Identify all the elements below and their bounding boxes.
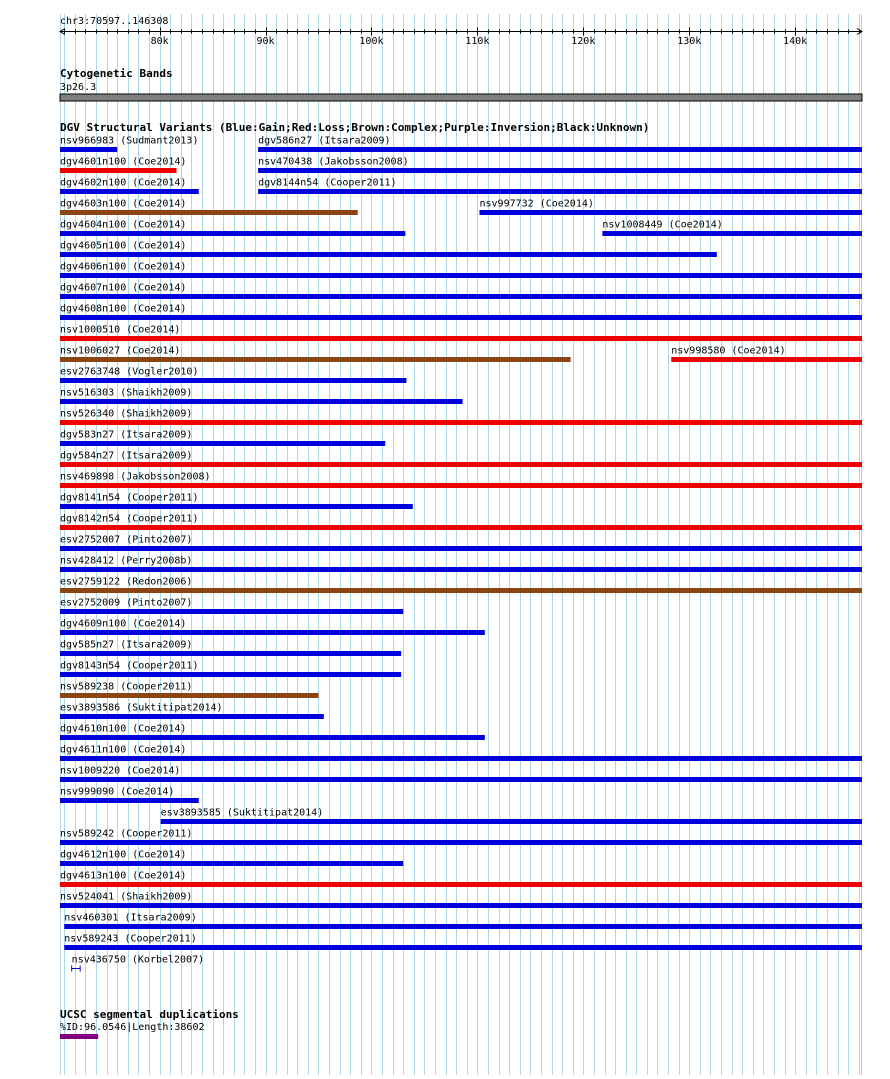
cytogenetic-bands-track: [60, 67, 862, 101]
variant-label: dgv8142n54 (Cooper2011): [60, 513, 199, 525]
variant-bar[interactable]: [60, 609, 403, 614]
ruler-tick-label: 110k: [465, 36, 490, 47]
variant-label: dgv4606n100 (Coe2014): [60, 261, 187, 273]
variant-bar[interactable]: [480, 210, 862, 215]
variant-bar[interactable]: [258, 189, 862, 194]
variant-bar[interactable]: [60, 504, 413, 509]
variant-bar[interactable]: [60, 336, 862, 341]
variant-label: dgv586n27 (Itsara2009): [258, 135, 391, 147]
variant-bar[interactable]: [258, 168, 862, 173]
variant-label: dgv4609n100 (Coe2014): [60, 618, 187, 630]
variant-label: dgv4612n100 (Coe2014): [60, 849, 187, 861]
variant-label: nsv589242 (Cooper2011): [60, 828, 193, 840]
variant-label: nsv436750 (Korbel2007): [71, 954, 205, 966]
variant-bar[interactable]: [60, 483, 862, 488]
variant-label: nsv997732 (Coe2014): [479, 198, 594, 210]
variant-label: dgv4608n100 (Coe2014): [60, 303, 187, 315]
variant-bar[interactable]: [60, 294, 862, 299]
variant-bar[interactable]: [60, 210, 358, 215]
variant-label: nsv460301 (Itsara2009): [64, 912, 197, 924]
ruler-tick-label: 120k: [571, 36, 596, 47]
variant-bar[interactable]: [60, 378, 406, 383]
variant-bar[interactable]: [60, 861, 403, 866]
variant-bar[interactable]: [60, 693, 318, 698]
variant-bar[interactable]: [60, 147, 117, 152]
variant-bar[interactable]: [60, 546, 862, 551]
ruler-tick-label: 90k: [256, 36, 275, 47]
variant-label: dgv4610n100 (Coe2014): [60, 723, 187, 735]
variant-label: dgv4604n100 (Coe2014): [60, 219, 187, 231]
variant-bar[interactable]: [60, 840, 862, 845]
variant-label: esv2752007 (Pinto2007): [60, 534, 193, 546]
variant-bar[interactable]: [60, 399, 463, 404]
variant-label: dgv8141n54 (Cooper2011): [60, 492, 199, 504]
variant-label: nsv428412 (Perry2008b): [60, 555, 193, 567]
ruler-tick-label: 140k: [783, 36, 808, 47]
ruler-tick-label: 130k: [677, 36, 702, 47]
variant-label: nsv469898 (Jakobsson2008): [60, 471, 211, 483]
variant-bar[interactable]: [60, 735, 485, 740]
segdup-bar[interactable]: [60, 1034, 98, 1039]
variant-label: esv3893585 (Suktitipat2014): [160, 807, 324, 819]
variant-bar[interactable]: [60, 882, 862, 887]
variant-label: dgv4607n100 (Coe2014): [60, 282, 187, 294]
variant-label: dgv4605n100 (Coe2014): [60, 240, 187, 252]
variant-bar[interactable]: [60, 168, 177, 173]
segdup-track-title: UCSC segmental duplications: [60, 1008, 239, 1021]
variant-label: nsv589243 (Cooper2011): [64, 933, 197, 945]
variant-bar[interactable]: [60, 651, 401, 656]
variant-bar[interactable]: [64, 924, 862, 929]
variant-bar[interactable]: [60, 630, 485, 635]
variant-bar[interactable]: [60, 525, 862, 530]
variant-label: nsv524041 (Shaikh2009): [60, 891, 193, 903]
variant-label: nsv516303 (Shaikh2009): [60, 387, 193, 399]
variant-bar[interactable]: [161, 819, 862, 824]
variant-label: dgv583n27 (Itsara2009): [60, 429, 193, 441]
cytoband-track-title: Cytogenetic Bands: [60, 67, 173, 80]
variant-bar[interactable]: [258, 147, 862, 152]
variant-label: esv2763748 (Vogler2010): [60, 366, 199, 378]
variant-bar[interactable]: [602, 231, 862, 236]
variant-label: nsv470438 (Jakobsson2008): [258, 156, 409, 168]
ruler-tick-label: 80k: [150, 36, 169, 47]
variant-bar[interactable]: [60, 273, 862, 278]
variant-bar[interactable]: [60, 714, 324, 719]
variant-bar[interactable]: [60, 462, 862, 467]
variant-label: esv2759122 (Redon2006): [60, 576, 193, 588]
variant-bar[interactable]: [60, 420, 862, 425]
variant-label: nsv1000510 (Coe2014): [60, 324, 181, 336]
variant-bar[interactable]: [60, 777, 862, 782]
variant-label: nsv1008449 (Coe2014): [602, 219, 723, 231]
variant-bar[interactable]: [60, 903, 862, 908]
ruler-tick-label: 100k: [359, 36, 384, 47]
variant-label: dgv4611n100 (Coe2014): [60, 744, 187, 756]
cytoband-label: 3p26.3: [60, 82, 97, 93]
region-coordinates: chr3:70597..146308: [60, 16, 169, 27]
variant-bar[interactable]: [60, 357, 571, 362]
segdup-label: %ID:96.0546|Length:38602: [60, 1022, 205, 1033]
variant-label: nsv526340 (Shaikh2009): [60, 408, 193, 420]
variant-label: dgv8144n54 (Cooper2011): [258, 177, 397, 189]
variant-bar[interactable]: [60, 798, 199, 803]
variant-label: dgv4613n100 (Coe2014): [60, 870, 187, 882]
variant-label: nsv966983 (Sudmant2013): [60, 135, 199, 147]
variant-bar[interactable]: [60, 672, 401, 677]
variant-bar[interactable]: [671, 357, 862, 362]
variant-label: nsv589238 (Cooper2011): [60, 681, 193, 693]
variant-label: dgv4601n100 (Coe2014): [60, 156, 187, 168]
dgv-structural-variants-track: [60, 121, 862, 972]
variant-label: esv2752009 (Pinto2007): [60, 597, 193, 609]
variant-bar[interactable]: [60, 189, 199, 194]
variant-bar[interactable]: [60, 231, 405, 236]
variant-label: nsv998580 (Coe2014): [671, 345, 786, 357]
variant-label: nsv1009220 (Coe2014): [60, 765, 181, 777]
dgv-track-title: DGV Structural Variants (Blue:Gain;Red:Loss;Brown:Complex;Purple:Inversion;Black:Unknown): [60, 121, 650, 134]
variant-bar[interactable]: [60, 567, 862, 572]
variant-label: dgv584n27 (Itsara2009): [60, 450, 193, 462]
variant-label: dgv8143n54 (Cooper2011): [60, 660, 199, 672]
variant-bar[interactable]: [60, 588, 862, 593]
cytoband-bar: [60, 94, 862, 101]
variant-bar[interactable]: [60, 441, 385, 446]
variant-label: nsv999090 (Coe2014): [60, 786, 175, 798]
variant-bar[interactable]: [60, 252, 717, 257]
variant-label: nsv1006027 (Coe2014): [60, 345, 181, 357]
variant-bar[interactable]: [64, 945, 862, 950]
variant-bar[interactable]: [60, 756, 862, 761]
variant-bar[interactable]: [60, 315, 862, 320]
variant-label: dgv4603n100 (Coe2014): [60, 198, 187, 210]
ruler: [60, 16, 862, 47]
variant-label: dgv4602n100 (Coe2014): [60, 177, 187, 189]
variant-label: dgv585n27 (Itsara2009): [60, 639, 193, 651]
variant-label: esv3893586 (Suktitipat2014): [60, 702, 223, 714]
